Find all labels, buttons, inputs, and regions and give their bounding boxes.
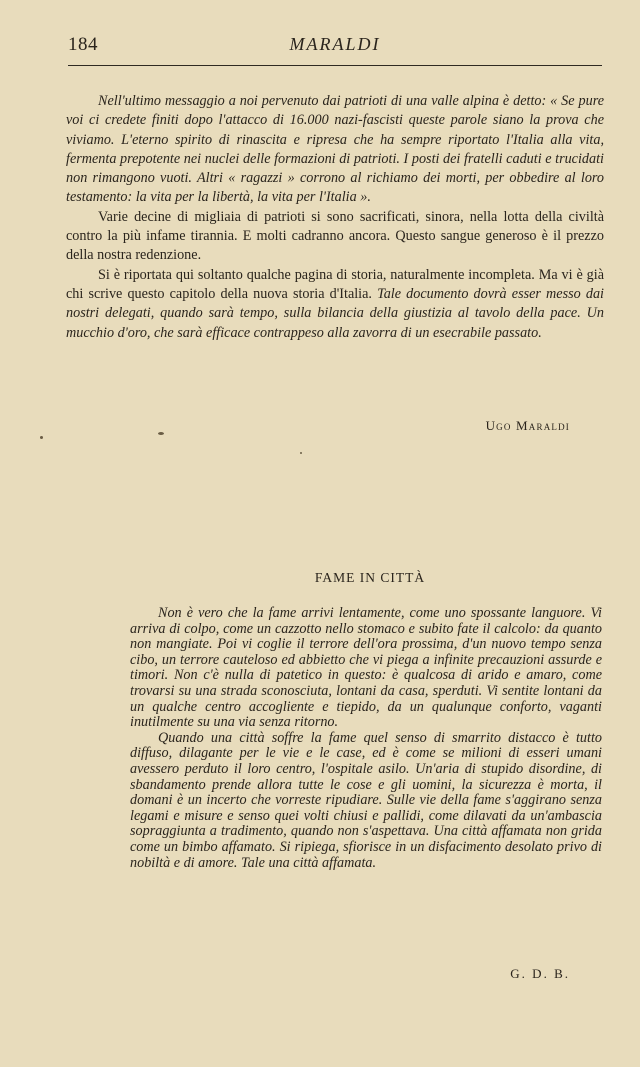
page-header: [68, 34, 602, 56]
header-rule: [68, 65, 602, 66]
article-2-title: FAME IN CITTÀ: [314, 570, 426, 585]
article-1-paragraph-1: Nell'ultimo messaggio a noi pervenuto dai patrioti di una valle alpina è detto: « Se pure voi ci credete finiti dopo l'attacco di 16.000 nazi-fascisti queste parole siano la prova che viviamo. L'eterno spirito di rinascita e ripresa che ha sempre riportato l'Italia alla vita, fermenta prepotente nei nuclei delle formazioni di patrioti. I posti dei fratelli caduti e trucidati non rimangono vuoti. Altri « ragazzi » corrono al richiamo dei morti, per obbedire al loro testamento: la vita per la libertà, la vita per l'Italia ».: [66, 93, 604, 206]
paper-speck: [40, 436, 43, 439]
running-title: MARALDI: [289, 34, 381, 54]
paper-speck: [300, 452, 302, 454]
article-2-signature: G. D. B.: [510, 966, 570, 981]
paragraph-3-italic-text: Tale documento dovrà esser messo dai nostri delegati, quando sarà tempo, sulla bilancia della giustizia al tavolo della pace. Un mucchio d'oro, che sarà efficace contrappeso alla zavorra di un esecrabile passato.: [66, 285, 604, 341]
article-1-paragraph-2: Varie decine di migliaia di patrioti si sono sacrificati, sinora, nella lotta della civiltà contro la più infame tirannia. E molti cadranno ancora. Questo sangue generoso è il prezzo della nostra redenzione.: [66, 208, 604, 264]
article-2-paragraph-2: Quando una città soffre la fame quel senso di smarrito distacco è tutto diffuso, dilagante per le vie e le case, ed è come se milioni di esseri umani avessero perduto il loro centro, l'ospitale asilo. Un'aria di stupido disordine, di sbandamento prende allora tutte le cose e gli uomini, la sicurezza è morta, il domani è un incerto che vorreste ripudiare. Sulle vie della fame s'aggirano senza legami e misure e senso quei volti chiusi e pallidi, come dilavati da un'ambascia sopraggiunta a tradimento, quando non s'aspettava. Una città affamata non grida come un bimbo affamato. Si ripiega, sfiorisce in un disfacimento desolato privo di nobiltà e di amore. Tale una città affamata.: [130, 729, 602, 871]
page-number: 184: [68, 34, 98, 55]
article-1-signature: Ugo Maraldi: [485, 418, 570, 433]
article-1: [66, 92, 604, 343]
article-2-paragraph-1: Non è vero che la fame arrivi lentamente, come uno spossante languore. Vi arriva di colpo, come un cazzotto nello stomaco e subito fate il calcolo: da quanto non mangiate. Poi vi coglie il terrore dell'ora prossima, d'un nuovo tempo senza cibo, un terrore cauteloso ed abbietto che vi piega a infinite precauzioni assurde e timori. Non c'è nulla di patetico in questo: è qualcosa di arido e amaro, come trovarsi su una strada sconosciuta, lontani da casa, sperduti. Vi sentite lontani da un qualche centro accogliente e tiepido, da un qualunque conforto, vaganti inutilmente su una via senza ritorno.: [130, 605, 602, 731]
paper-speck: [158, 432, 164, 435]
paragraph-3-roman-text: Si è riportata qui soltanto qualche pagina di storia, naturalmente incompleta. Ma vi è già chi scrive questo capitolo della nuova storia d'Italia.: [66, 266, 604, 302]
article-1-paragraph-3: [66, 266, 604, 343]
article-2: [130, 606, 602, 871]
